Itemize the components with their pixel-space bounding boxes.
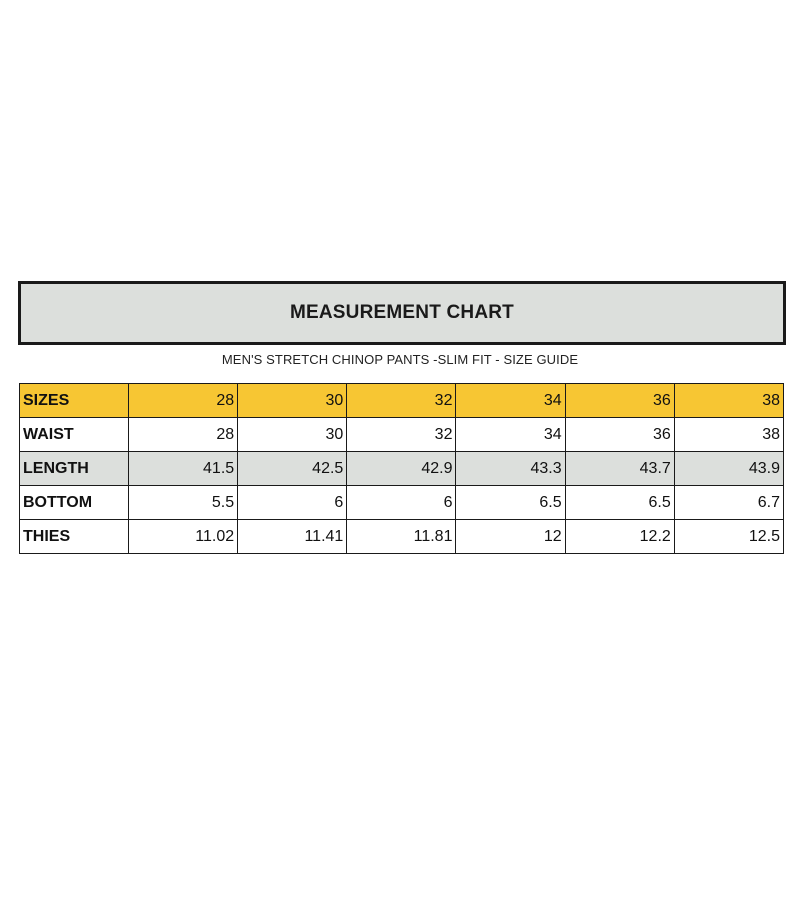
table-cell: 36 <box>565 384 674 418</box>
table-cell: 28 <box>129 418 238 452</box>
row-label: BOTTOM <box>20 486 129 520</box>
table-cell: 6.5 <box>456 486 565 520</box>
table-cell: 42.5 <box>238 452 347 486</box>
page-title: MEASUREMENT CHART <box>289 302 514 323</box>
table-cell: 11.41 <box>238 520 347 554</box>
table-cell: 12.2 <box>565 520 674 554</box>
table-cell: 30 <box>238 418 347 452</box>
table-cell: 6.7 <box>674 486 783 520</box>
table-cell: 41.5 <box>129 452 238 486</box>
row-label: THIES <box>20 520 129 554</box>
table-cell: 42.9 <box>347 452 456 486</box>
size-guide-subtitle: MEN'S STRETCH CHINOP PANTS -SLIM FIT - SIZE GUIDE <box>221 352 579 367</box>
table-cell: 12.5 <box>674 520 783 554</box>
table-cell: 5.5 <box>129 486 238 520</box>
row-label: SIZES <box>20 384 129 418</box>
table-cell: 43.3 <box>456 452 565 486</box>
table-cell: 6 <box>238 486 347 520</box>
size-table <box>19 383 784 554</box>
table-cell: 30 <box>238 384 347 418</box>
table-cell: 11.02 <box>129 520 238 554</box>
table-cell: 43.9 <box>674 452 783 486</box>
table-cell: 34 <box>456 384 565 418</box>
table-cell: 6.5 <box>565 486 674 520</box>
measurement-chart-title-box <box>18 281 786 345</box>
size-table-body <box>20 384 784 554</box>
table-cell: 36 <box>565 418 674 452</box>
table-row-waist <box>20 418 784 452</box>
table-cell: 32 <box>347 418 456 452</box>
table-cell: 6 <box>347 486 456 520</box>
table-cell: 28 <box>129 384 238 418</box>
table-row-sizes <box>20 384 784 418</box>
row-label: WAIST <box>20 418 129 452</box>
table-cell: 32 <box>347 384 456 418</box>
table-row-thies <box>20 520 784 554</box>
table-row-bottom <box>20 486 784 520</box>
row-label: LENGTH <box>20 452 129 486</box>
table-cell: 43.7 <box>565 452 674 486</box>
table-cell: 38 <box>674 418 783 452</box>
table-cell: 38 <box>674 384 783 418</box>
table-cell: 34 <box>456 418 565 452</box>
table-cell: 11.81 <box>347 520 456 554</box>
table-cell: 12 <box>456 520 565 554</box>
table-row-length <box>20 452 784 486</box>
